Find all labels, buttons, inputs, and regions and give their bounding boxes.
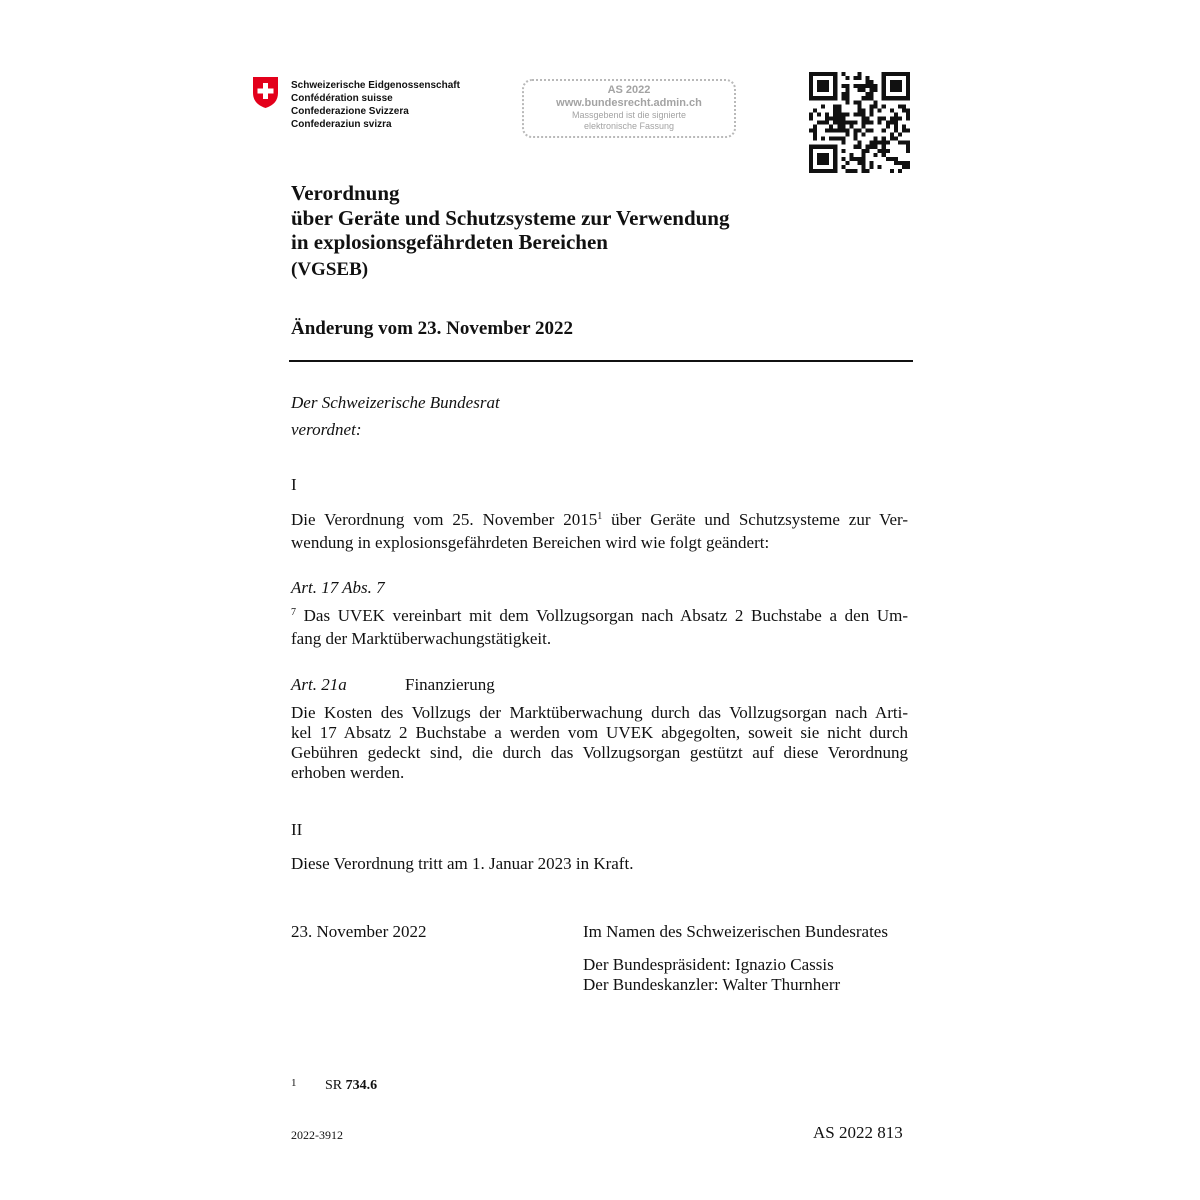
stamp-line-1: AS 2022 — [607, 84, 651, 96]
document-number: 2022-3912 — [291, 1128, 343, 1142]
art17-line-1 — [291, 606, 908, 629]
title-line-1: Verordnung — [291, 181, 400, 205]
signature-president: Der Bundespräsident: Ignazio Cassis — [583, 955, 834, 974]
footnote-sr-number: 734.6 — [345, 1078, 378, 1093]
qr-code-icon — [809, 72, 910, 173]
footnote-ref: 1 — [597, 511, 603, 522]
intro-text-a: Die Verordnung vom 25. November 2015 — [291, 510, 598, 529]
footnote-number: 1 — [291, 1077, 297, 1089]
art21a-line: kel 17 Absatz 2 Buchstabe a werden vom UVEK abgegolten, soweit sie nicht durch — [291, 723, 908, 742]
art17-text-1: Das UVEK vereinbart mit dem Vollzugsorgan nach Absatz 2 Buchstabe a den Um- — [296, 606, 908, 625]
art21a-line: Gebühren gedeckt sind, die durch das Vollzugsorgan gestützt auf diese Verordnung — [291, 743, 908, 762]
federation-name-it: Confederazione Svizzera — [291, 106, 409, 117]
federation-names — [291, 79, 460, 131]
federation-name-rm: Confederaziun svizra — [291, 119, 392, 130]
title-abbreviation: (VGSEB) — [291, 259, 369, 280]
publication-stamp — [522, 79, 736, 138]
art21a-label: Art. 21a — [291, 675, 347, 694]
art21a-heading — [291, 675, 495, 695]
footnote-prefix: SR — [325, 1078, 346, 1093]
signature-on-behalf: Im Namen des Schweizerischen Bundesrates — [583, 922, 888, 941]
title-divider — [289, 360, 913, 362]
preamble-authority: Der Schweizerische Bundesrat — [291, 393, 500, 412]
art17-paragraph — [291, 606, 908, 649]
official-compilation-id: AS 2022 813 — [813, 1123, 903, 1142]
intro-text-b: über Geräte und Schutzsysteme zur Ver- — [602, 510, 908, 529]
paragraph-number: 7 — [291, 607, 296, 618]
stamp-line-4: elektronische Fassung — [583, 121, 675, 131]
amendment-intro — [291, 510, 908, 553]
amendment-intro-line-2: wendung in explosionsgefährdeten Bereichen wird wie folgt geändert: — [291, 533, 770, 552]
signature-date: 23. November 2022 — [291, 922, 427, 941]
federation-name-de: Schweizerische Eidgenossenschaft — [291, 80, 460, 91]
art21a-paragraph — [291, 703, 908, 783]
footnote — [291, 1078, 377, 1094]
preamble-verb: verordnet: — [291, 420, 362, 439]
art17-line-2: fang der Marktüberwachungstätigkeit. — [291, 629, 552, 648]
art21a-title: Finanzierung — [405, 675, 495, 694]
section-numeral-1: I — [291, 475, 297, 494]
art17-heading: Art. 17 Abs. 7 — [291, 578, 385, 597]
stamp-line-3: Massgebend ist die signierte — [571, 110, 687, 120]
stamp-line-2: www.bundesrecht.admin.ch — [556, 97, 702, 109]
title-line-2: über Geräte und Schutzsysteme zur Verwendung — [291, 205, 730, 230]
art21a-line: erhoben werden. — [291, 763, 405, 782]
federation-name-fr: Confédération suisse — [291, 93, 393, 104]
art21a-line: Die Kosten des Vollzugs der Marktüberwachung durch das Vollzugsorgan nach Arti- — [291, 703, 908, 722]
title-line-3: in explosionsgefährdeten Bereichen — [291, 230, 608, 254]
entry-into-force: Diese Verordnung tritt am 1. Januar 2023 in Kraft. — [291, 854, 634, 873]
document-title — [291, 181, 730, 255]
signature-chancellor: Der Bundeskanzler: Walter Thurnherr — [583, 975, 841, 994]
section-numeral-2: II — [291, 820, 303, 839]
swiss-cross-shield-icon — [252, 76, 279, 109]
amendment-date: Änderung vom 23. November 2022 — [291, 318, 574, 339]
amendment-intro-line-1 — [291, 510, 908, 533]
